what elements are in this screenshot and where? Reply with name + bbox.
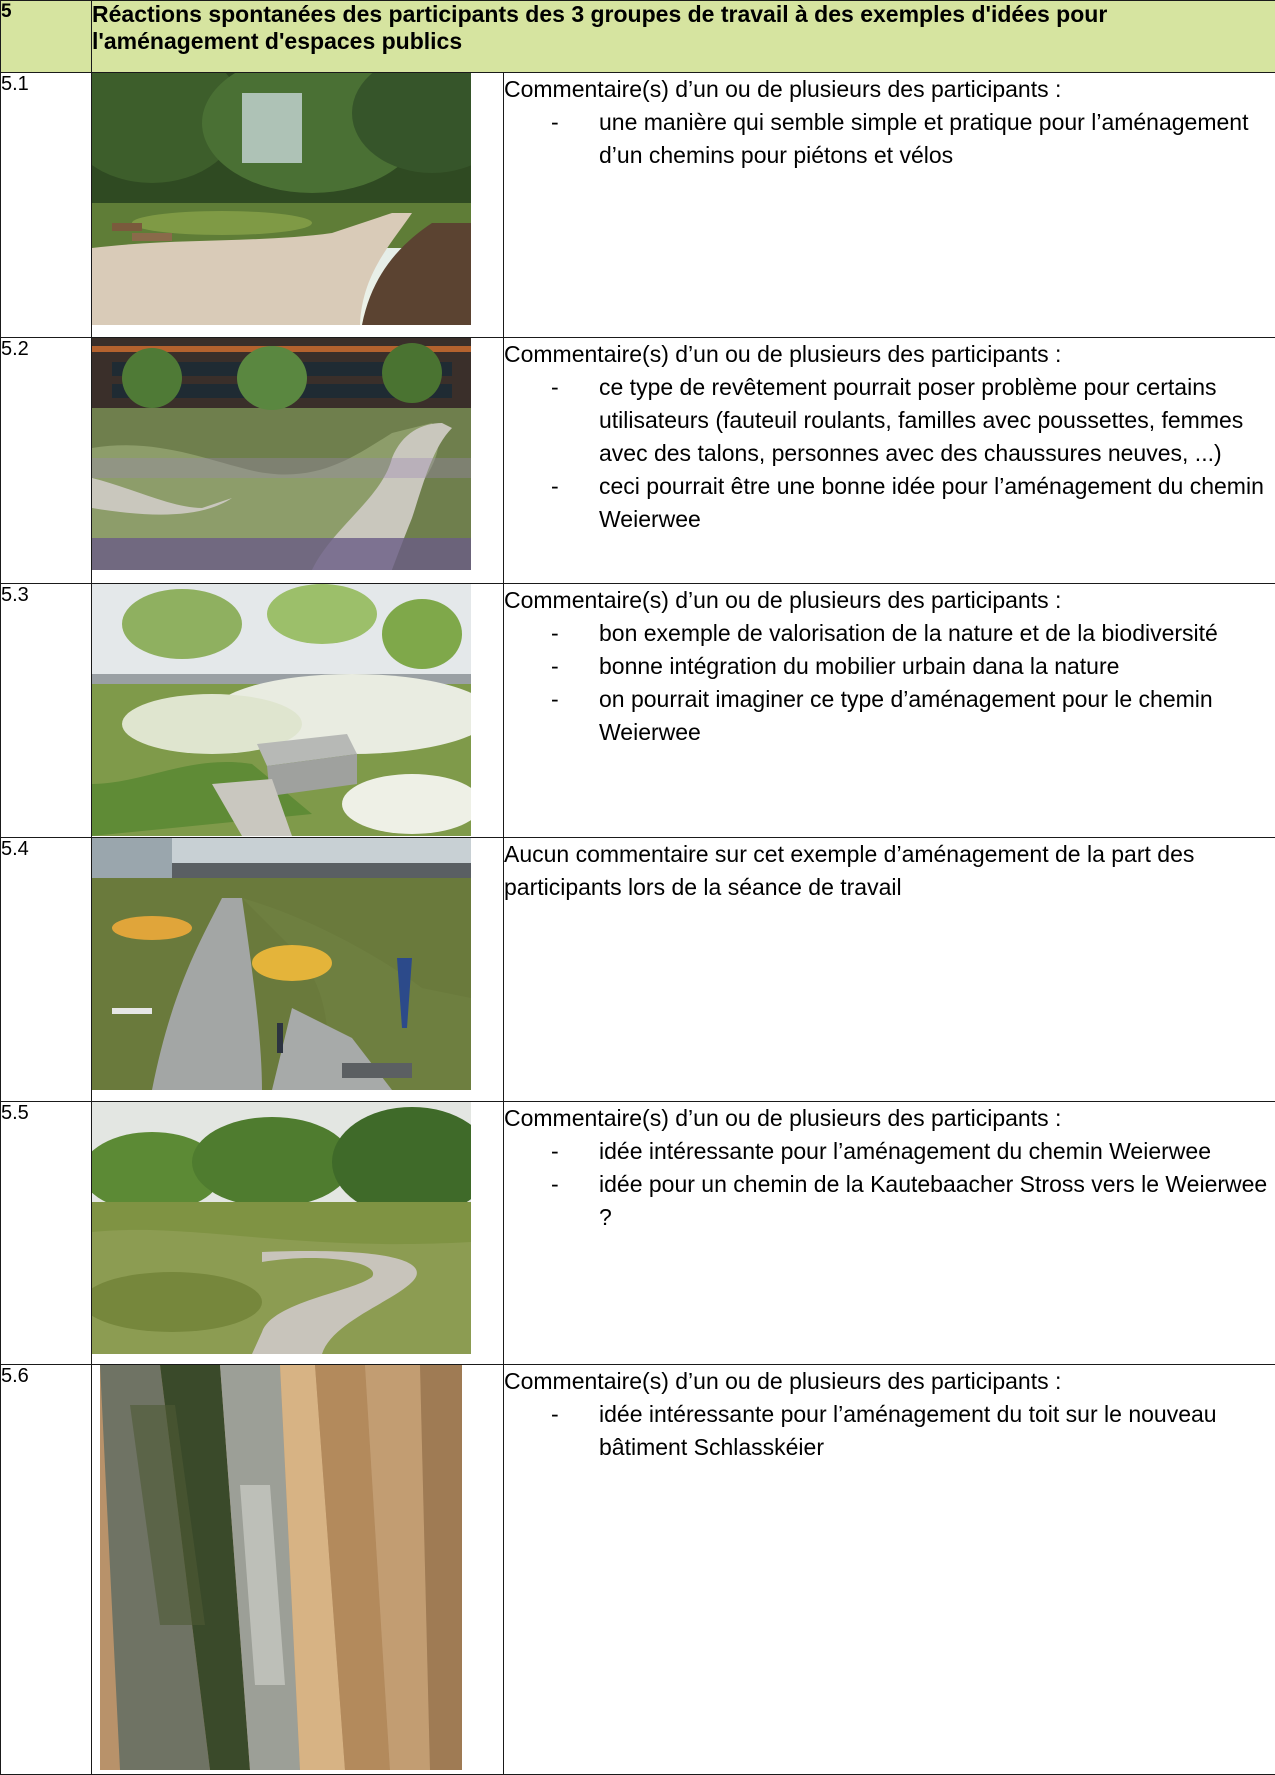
bullet-dash: - (551, 106, 559, 139)
comment-item (551, 1168, 1275, 1234)
table-row (1, 338, 1275, 584)
comment-item (551, 617, 1275, 650)
comment-intro: Commentaire(s) d’un ou de plusieurs des participants : (504, 73, 1275, 106)
plaza-garden-photo (92, 838, 471, 1090)
comment-cell (504, 73, 1275, 338)
row-number: 5.3 (1, 584, 92, 838)
comment-text: on pourrait imaginer ce type d’aménagement pour le chemin Weierwee (599, 686, 1213, 745)
table-row (1, 1102, 1275, 1365)
park-path-photo (92, 73, 471, 325)
photo-cell (92, 838, 504, 1102)
table-row (1, 73, 1275, 338)
bullet-dash: - (551, 650, 559, 683)
section-title: Réactions spontanées des participants des 3 groupes de travail à des exemples d'idées pour l'aménagement d'espaces publics (92, 1, 1275, 73)
photo-cell (92, 338, 504, 584)
table-row (1, 584, 1275, 838)
photo-cell (92, 1365, 504, 1775)
bullet-dash: - (551, 683, 559, 716)
comment-list (504, 1398, 1275, 1464)
gravel-garden-photo (92, 338, 471, 570)
comment-intro: Aucun commentaire sur cet exemple d’aménagement de la part des participants lors de la séance de travail (504, 838, 1275, 904)
comment-text: idée intéressante pour l’aménagement du toit sur le nouveau bâtiment Schlasskéier (599, 1401, 1217, 1460)
comment-item (551, 1398, 1275, 1464)
comment-list (504, 1135, 1275, 1234)
winding-path-photo (92, 1102, 471, 1354)
comment-item (551, 371, 1275, 470)
comment-intro: Commentaire(s) d’un ou de plusieurs des participants : (504, 1102, 1275, 1135)
bullet-dash: - (551, 470, 559, 503)
comment-intro: Commentaire(s) d’un ou de plusieurs des participants : (504, 338, 1275, 371)
comment-text: idée pour un chemin de la Kautebaacher Stross vers le Weierwee ? (599, 1171, 1267, 1230)
comment-text: ceci pourrait être une bonne idée pour l’aménagement du chemin Weierwee (599, 473, 1264, 532)
table-row (1, 838, 1275, 1102)
comment-text: une manière qui semble simple et pratique pour l’aménagement d’un chemins pour piétons et vélos (599, 109, 1248, 168)
comment-cell (504, 838, 1275, 1102)
comment-intro: Commentaire(s) d’un ou de plusieurs des participants : (504, 584, 1275, 617)
comment-item (551, 470, 1275, 536)
comment-cell (504, 1365, 1275, 1775)
row-number: 5.6 (1, 1365, 92, 1775)
comment-text: bon exemple de valorisation de la nature et de la biodiversité (599, 620, 1218, 646)
bullet-dash: - (551, 1135, 559, 1168)
comment-cell (504, 1102, 1275, 1365)
comment-cell (504, 584, 1275, 838)
bullet-dash: - (551, 1168, 559, 1201)
photo-cell (92, 73, 504, 338)
comment-item (551, 650, 1275, 683)
comment-intro: Commentaire(s) d’un ou de plusieurs des participants : (504, 1365, 1275, 1398)
row-number: 5.1 (1, 73, 92, 338)
comment-item (551, 1135, 1275, 1168)
photo-cell (92, 584, 504, 838)
comment-list (504, 106, 1275, 172)
section-number: 5 (1, 1, 92, 73)
meadow-bench-photo (92, 584, 471, 836)
table-header-row (1, 1, 1275, 73)
comment-text: ce type de revêtement pourrait poser problème pour certains utilisateurs (fauteuil roulants, familles avec poussettes, femmes avec des talons, personnes avec des chaussures neuves, ...) (599, 374, 1243, 466)
bullet-dash: - (551, 617, 559, 650)
comment-list (504, 371, 1275, 536)
comment-item (551, 106, 1275, 172)
table-row (1, 1365, 1275, 1775)
comment-list (504, 617, 1275, 749)
bullet-dash: - (551, 371, 559, 404)
comment-item (551, 683, 1275, 749)
comment-text: idée intéressante pour l’aménagement du chemin Weierwee (599, 1138, 1211, 1164)
roof-garden-photo (100, 1365, 462, 1770)
row-number: 5.5 (1, 1102, 92, 1365)
photo-cell (92, 1102, 504, 1365)
comment-text: bonne intégration du mobilier urbain dana la nature (599, 653, 1119, 679)
row-number: 5.4 (1, 838, 92, 1102)
bullet-dash: - (551, 1398, 559, 1431)
comment-cell (504, 338, 1275, 584)
row-number: 5.2 (1, 338, 92, 584)
